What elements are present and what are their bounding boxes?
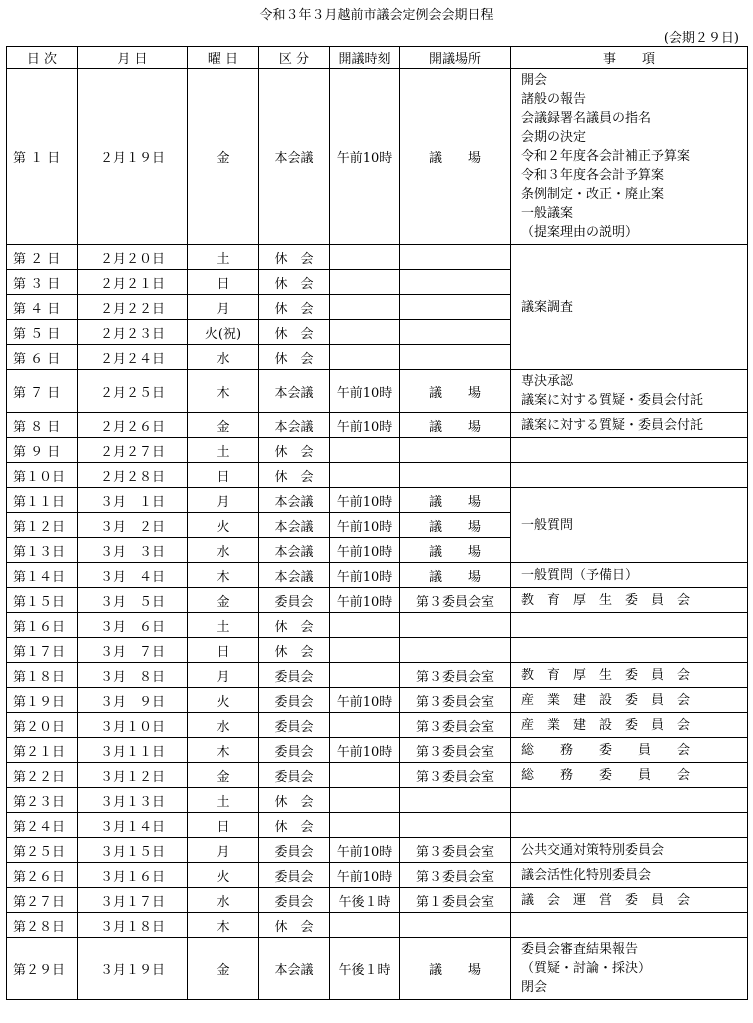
- date-cell: ２月２４日: [78, 345, 188, 370]
- time-cell: [330, 813, 400, 838]
- kind-cell: 本会議: [259, 513, 330, 538]
- place-cell: 第３委員会室: [400, 688, 511, 713]
- weekday-cell: 金: [188, 588, 259, 613]
- place-cell: 第３委員会室: [400, 763, 511, 788]
- kind-cell: 委員会: [259, 738, 330, 763]
- time-cell: [330, 270, 400, 295]
- kind-cell: 委員会: [259, 588, 330, 613]
- weekday-cell: 火: [188, 863, 259, 888]
- kind-cell: 委員会: [259, 863, 330, 888]
- day-cell: 第 １ 日: [7, 69, 78, 245]
- kind-cell: 委員会: [259, 663, 330, 688]
- item-cell: 公共交通対策特別委員会: [511, 838, 748, 863]
- weekday-cell: 木: [188, 370, 259, 413]
- kind-cell: 委員会: [259, 838, 330, 863]
- weekday-cell: 月: [188, 295, 259, 320]
- date-cell: ３月１９日: [78, 938, 188, 1000]
- page-title: 令和３年３月越前市議会定例会会期日程: [259, 8, 494, 23]
- item-cell: [511, 638, 748, 663]
- date-cell: ３月 ５日: [78, 588, 188, 613]
- kind-cell: 休 会: [259, 788, 330, 813]
- time-cell: [330, 345, 400, 370]
- table-row: [7, 663, 748, 688]
- table-row: [7, 713, 748, 738]
- time-cell: 午後１時: [330, 938, 400, 1000]
- date-cell: ２月２６日: [78, 413, 188, 438]
- place-cell: [400, 788, 511, 813]
- header-row: [7, 47, 748, 69]
- item-cell: [511, 788, 748, 813]
- day-cell: 第２３日: [7, 788, 78, 813]
- date-cell: ２月２０日: [78, 245, 188, 270]
- item-cell: 議案に対する質疑・委員会付託: [511, 413, 748, 438]
- day-cell: 第 ８ 日: [7, 413, 78, 438]
- table-row: [7, 588, 748, 613]
- kind-cell: 休 会: [259, 245, 330, 270]
- item-cell: 産 業 建 設 委 員 会: [511, 713, 748, 738]
- item-cell: 教 育 厚 生 委 員 会: [511, 588, 748, 613]
- table-row: [7, 638, 748, 663]
- time-cell: 午前10時: [330, 370, 400, 413]
- day-cell: 第１８日: [7, 663, 78, 688]
- item-cell: 総 務 委 員 会: [511, 763, 748, 788]
- weekday-cell: 月: [188, 488, 259, 513]
- date-cell: ３月１８日: [78, 913, 188, 938]
- place-cell: [400, 813, 511, 838]
- date-cell: ３月１７日: [78, 888, 188, 913]
- kind-cell: 本会議: [259, 413, 330, 438]
- date-cell: ２月２３日: [78, 320, 188, 345]
- item-cell: 委員会審査結果報告 （質疑・討論・採決） 閉会: [511, 938, 748, 1000]
- day-cell: 第 ５ 日: [7, 320, 78, 345]
- day-cell: 第２６日: [7, 863, 78, 888]
- weekday-cell: 木: [188, 563, 259, 588]
- day-cell: 第１２日: [7, 513, 78, 538]
- time-cell: [330, 763, 400, 788]
- kind-cell: 休 会: [259, 813, 330, 838]
- kind-cell: 本会議: [259, 563, 330, 588]
- kind-cell: 本会議: [259, 69, 330, 245]
- time-cell: [330, 713, 400, 738]
- time-cell: 午前10時: [330, 538, 400, 563]
- kind-cell: 本会議: [259, 370, 330, 413]
- kind-cell: 委員会: [259, 763, 330, 788]
- item-cell: 産 業 建 設 委 員 会: [511, 688, 748, 713]
- weekday-cell: 金: [188, 413, 259, 438]
- place-cell: 第３委員会室: [400, 838, 511, 863]
- kind-cell: 休 会: [259, 320, 330, 345]
- weekday-cell: 火(祝): [188, 320, 259, 345]
- item-cell: 一般質問（予備日）: [511, 563, 748, 588]
- kind-cell: 本会議: [259, 538, 330, 563]
- weekday-cell: 金: [188, 938, 259, 1000]
- table-row: [7, 488, 748, 513]
- item-cell: 議会活性化特別委員会: [511, 863, 748, 888]
- day-cell: 第１０日: [7, 463, 78, 488]
- table-row: [7, 788, 748, 813]
- time-cell: [330, 613, 400, 638]
- date-cell: ２月２５日: [78, 370, 188, 413]
- table-row: [7, 938, 748, 1000]
- place-cell: 第３委員会室: [400, 663, 511, 688]
- day-cell: 第１３日: [7, 538, 78, 563]
- header-kind: 区 分: [259, 47, 330, 69]
- day-cell: 第 ２ 日: [7, 245, 78, 270]
- header-time: 開議時刻: [330, 47, 400, 69]
- time-cell: [330, 663, 400, 688]
- time-cell: 午前10時: [330, 738, 400, 763]
- weekday-cell: 月: [188, 663, 259, 688]
- kind-cell: 休 会: [259, 913, 330, 938]
- day-cell: 第１５日: [7, 588, 78, 613]
- date-cell: ３月１１日: [78, 738, 188, 763]
- place-cell: 第３委員会室: [400, 863, 511, 888]
- kind-cell: 本会議: [259, 938, 330, 1000]
- date-cell: ３月 ４日: [78, 563, 188, 588]
- item-cell: [511, 613, 748, 638]
- weekday-cell: 日: [188, 638, 259, 663]
- place-cell: [400, 463, 511, 488]
- weekday-cell: 水: [188, 538, 259, 563]
- date-cell: ３月１２日: [78, 763, 188, 788]
- time-cell: 午前10時: [330, 863, 400, 888]
- day-cell: 第 ７ 日: [7, 370, 78, 413]
- place-cell: 議 場: [400, 938, 511, 1000]
- table-row: [7, 763, 748, 788]
- date-cell: ３月１６日: [78, 863, 188, 888]
- date-cell: ２月２８日: [78, 463, 188, 488]
- place-cell: 第３委員会室: [400, 588, 511, 613]
- date-cell: ３月１３日: [78, 788, 188, 813]
- header-day: 日 次: [7, 47, 78, 69]
- day-cell: 第２２日: [7, 763, 78, 788]
- item-cell: 専決承認 議案に対する質疑・委員会付託: [511, 370, 748, 413]
- date-cell: ３月 ３日: [78, 538, 188, 563]
- place-cell: 議 場: [400, 370, 511, 413]
- weekday-cell: 土: [188, 245, 259, 270]
- weekday-cell: 水: [188, 345, 259, 370]
- kind-cell: 委員会: [259, 713, 330, 738]
- table-row: [7, 563, 748, 588]
- item-cell: 開会 諸般の報告 会議録署名議員の指名 会期の決定 令和２年度各会計補正予算案 令和３年度各会計予算案 条例制定・改正・廃止案 一般議案 （提案理由の説明）: [511, 69, 748, 245]
- day-cell: 第 ４ 日: [7, 295, 78, 320]
- date-cell: ２月２２日: [78, 295, 188, 320]
- weekday-cell: 土: [188, 788, 259, 813]
- header-date: 月 日: [78, 47, 188, 69]
- place-cell: [400, 270, 511, 295]
- item-cell: 教 育 厚 生 委 員 会: [511, 663, 748, 688]
- place-cell: 議 場: [400, 488, 511, 513]
- table-row: [7, 888, 748, 913]
- weekday-cell: 日: [188, 270, 259, 295]
- date-cell: ３月 ２日: [78, 513, 188, 538]
- date-cell: ３月 ８日: [78, 663, 188, 688]
- weekday-cell: 日: [188, 463, 259, 488]
- time-cell: [330, 913, 400, 938]
- item-cell: 一般質問: [511, 488, 748, 563]
- kind-cell: 休 会: [259, 638, 330, 663]
- table-row: [7, 413, 748, 438]
- date-cell: ３月１０日: [78, 713, 188, 738]
- day-cell: 第１６日: [7, 613, 78, 638]
- date-cell: ２月２１日: [78, 270, 188, 295]
- table-row: [7, 813, 748, 838]
- item-cell: [511, 463, 748, 488]
- day-cell: 第２７日: [7, 888, 78, 913]
- kind-cell: 休 会: [259, 270, 330, 295]
- weekday-cell: 水: [188, 713, 259, 738]
- date-cell: ２月１９日: [78, 69, 188, 245]
- time-cell: 午前10時: [330, 838, 400, 863]
- time-cell: [330, 245, 400, 270]
- date-cell: ３月１４日: [78, 813, 188, 838]
- place-cell: 議 場: [400, 413, 511, 438]
- table-row: [7, 738, 748, 763]
- header-weekday: 曜 日: [188, 47, 259, 69]
- place-cell: 第１委員会室: [400, 888, 511, 913]
- weekday-cell: 木: [188, 913, 259, 938]
- day-cell: 第 ３ 日: [7, 270, 78, 295]
- table-row: [7, 688, 748, 713]
- table-row: [7, 913, 748, 938]
- time-cell: 午前10時: [330, 513, 400, 538]
- kind-cell: 委員会: [259, 888, 330, 913]
- weekday-cell: 火: [188, 688, 259, 713]
- weekday-cell: 日: [188, 813, 259, 838]
- time-cell: [330, 320, 400, 345]
- time-cell: 午前10時: [330, 588, 400, 613]
- kind-cell: 休 会: [259, 345, 330, 370]
- header-place: 開議場所: [400, 47, 511, 69]
- place-cell: [400, 295, 511, 320]
- item-cell: 議 会 運 営 委 員 会: [511, 888, 748, 913]
- day-cell: 第２８日: [7, 913, 78, 938]
- table-row: [7, 370, 748, 413]
- day-cell: 第２０日: [7, 713, 78, 738]
- date-cell: ３月 １日: [78, 488, 188, 513]
- place-cell: [400, 638, 511, 663]
- place-cell: [400, 320, 511, 345]
- time-cell: [330, 463, 400, 488]
- kind-cell: 休 会: [259, 463, 330, 488]
- day-cell: 第２１日: [7, 738, 78, 763]
- table-row: [7, 863, 748, 888]
- kind-cell: 休 会: [259, 295, 330, 320]
- table-row: [7, 463, 748, 488]
- place-cell: [400, 613, 511, 638]
- table-row: [7, 838, 748, 863]
- date-cell: ２月２７日: [78, 438, 188, 463]
- table-row: [7, 613, 748, 638]
- time-cell: 午後１時: [330, 888, 400, 913]
- day-cell: 第１１日: [7, 488, 78, 513]
- item-cell: 総 務 委 員 会: [511, 738, 748, 763]
- table-row: [7, 438, 748, 463]
- day-cell: 第１９日: [7, 688, 78, 713]
- time-cell: 午前10時: [330, 413, 400, 438]
- schedule-table: [6, 46, 748, 1000]
- day-cell: 第２５日: [7, 838, 78, 863]
- header-item: 事 項: [511, 47, 748, 69]
- time-cell: 午前10時: [330, 488, 400, 513]
- table-row: [7, 245, 748, 270]
- time-cell: [330, 438, 400, 463]
- place-cell: 第３委員会室: [400, 713, 511, 738]
- weekday-cell: 土: [188, 438, 259, 463]
- weekday-cell: 金: [188, 69, 259, 245]
- place-cell: [400, 913, 511, 938]
- time-cell: 午前10時: [330, 688, 400, 713]
- day-cell: 第１７日: [7, 638, 78, 663]
- kind-cell: 休 会: [259, 613, 330, 638]
- time-cell: [330, 788, 400, 813]
- day-cell: 第 ９ 日: [7, 438, 78, 463]
- weekday-cell: 火: [188, 513, 259, 538]
- place-cell: [400, 245, 511, 270]
- day-cell: 第 ６ 日: [7, 345, 78, 370]
- day-cell: 第１４日: [7, 563, 78, 588]
- date-cell: ３月 ６日: [78, 613, 188, 638]
- place-cell: [400, 345, 511, 370]
- weekday-cell: 木: [188, 738, 259, 763]
- weekday-cell: 水: [188, 888, 259, 913]
- place-cell: 議 場: [400, 69, 511, 245]
- kind-cell: 休 会: [259, 438, 330, 463]
- weekday-cell: 金: [188, 763, 259, 788]
- time-cell: [330, 295, 400, 320]
- item-cell: [511, 438, 748, 463]
- date-cell: ３月１５日: [78, 838, 188, 863]
- kind-cell: 委員会: [259, 688, 330, 713]
- item-cell: [511, 813, 748, 838]
- session-length-note: (会期２９日): [663, 31, 739, 46]
- date-cell: ３月 ９日: [78, 688, 188, 713]
- day-cell: 第２９日: [7, 938, 78, 1000]
- day-cell: 第２４日: [7, 813, 78, 838]
- kind-cell: 本会議: [259, 488, 330, 513]
- place-cell: 議 場: [400, 538, 511, 563]
- weekday-cell: 土: [188, 613, 259, 638]
- place-cell: [400, 438, 511, 463]
- weekday-cell: 月: [188, 838, 259, 863]
- time-cell: 午前10時: [330, 563, 400, 588]
- item-cell: [511, 913, 748, 938]
- place-cell: 第３委員会室: [400, 738, 511, 763]
- date-cell: ３月 ７日: [78, 638, 188, 663]
- place-cell: 議 場: [400, 513, 511, 538]
- item-cell: 議案調査: [511, 245, 748, 370]
- time-cell: [330, 638, 400, 663]
- place-cell: 議 場: [400, 563, 511, 588]
- table-row: [7, 69, 748, 245]
- time-cell: 午前10時: [330, 69, 400, 245]
